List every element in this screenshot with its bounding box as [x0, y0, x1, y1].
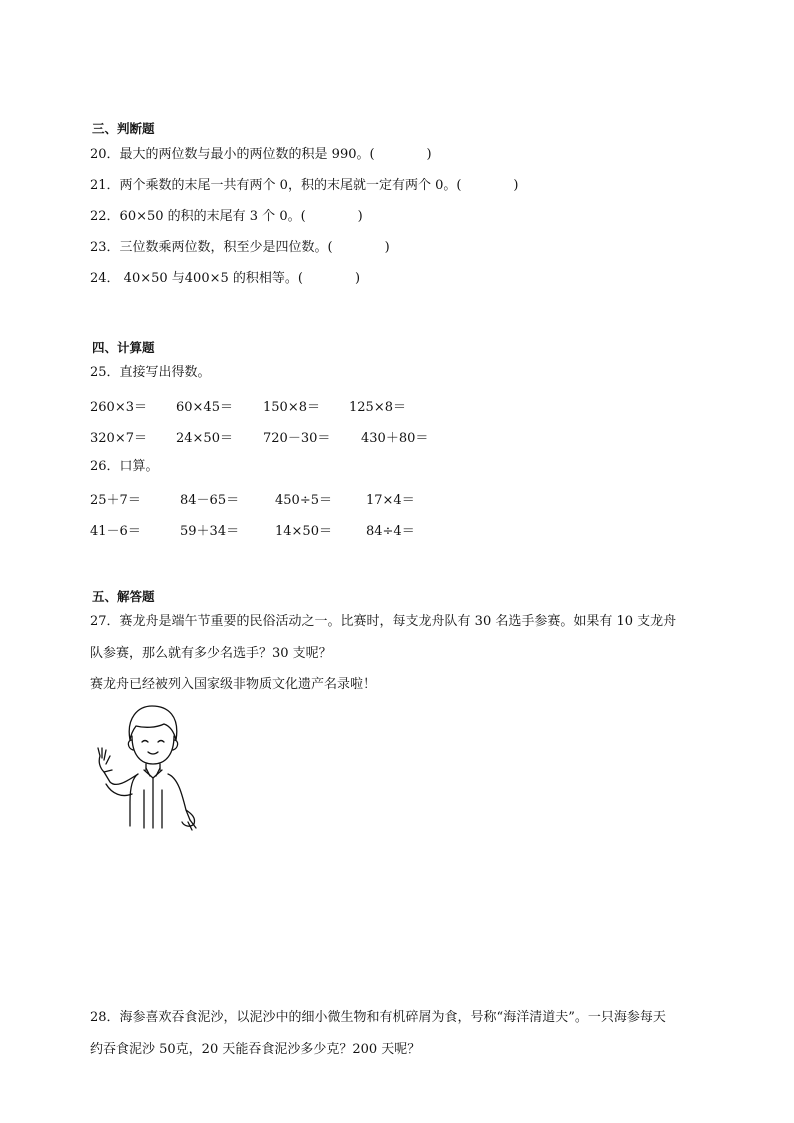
calc-item: 24×50＝	[176, 431, 233, 446]
calc-item: 41－6＝	[90, 524, 141, 539]
section-heading-word-problems: 五、解答题	[92, 589, 155, 604]
question-25-title: 25．直接写出得数。	[90, 365, 211, 380]
boy-waving-icon	[90, 698, 202, 840]
calc-item: 450÷5＝	[275, 493, 332, 508]
question-26-title: 26．口算。	[90, 459, 159, 474]
calc-item: 14×50＝	[275, 524, 332, 539]
section-heading-judgement: 三、判断题	[92, 121, 155, 136]
calc-item: 720－30＝	[263, 431, 331, 446]
calc-item: 25＋7＝	[90, 493, 141, 508]
calc-item: 260×3＝	[90, 400, 147, 415]
calc-item: 430＋80＝	[361, 431, 429, 446]
question-28-line1: 28．海参喜欢吞食泥沙，以泥沙中的细小微生物和有机碎屑为食，号称“海洋清道夫”。一只海参每天	[90, 1010, 666, 1025]
question-21: 21．两个乘数的末尾一共有两个 0，积的末尾就一定有两个 0。( )	[90, 178, 519, 193]
calc-item: 84÷4＝	[366, 524, 415, 539]
question-20: 20．最大的两位数与最小的两位数的积是 990。( )	[90, 147, 432, 162]
calc-item: 125×8＝	[349, 400, 406, 415]
calc-item: 17×4＝	[366, 493, 415, 508]
calc-item: 150×8＝	[263, 400, 320, 415]
question-27-line2: 队参赛，那么就有多少名选手？30 支呢？	[90, 646, 332, 661]
question-23: 23．三位数乘两位数，积至少是四位数。( )	[90, 240, 390, 255]
calc-item: 60×45＝	[176, 400, 233, 415]
question-27-note: 赛龙舟已经被列入国家级非物质文化遗产名录啦！	[90, 677, 377, 692]
calc-item: 84－65＝	[180, 493, 240, 508]
question-24: 24． 40×50 与400×5 的积相等。( )	[90, 271, 361, 286]
section-heading-calculation: 四、计算题	[92, 340, 155, 355]
question-22: 22．60×50 的积的末尾有 3 个 0。( )	[90, 209, 363, 224]
calc-item: 320×7＝	[90, 431, 147, 446]
question-28-line2: 约吞食泥沙 50克，20 天能吞食泥沙多少克？200 天呢？	[90, 1042, 421, 1057]
calc-item: 59＋34＝	[180, 524, 240, 539]
question-27-line1: 27．赛龙舟是端午节重要的民俗活动之一。比赛时，每支龙舟队有 30 名选手参赛。如果有 10 支龙舟	[90, 614, 677, 629]
